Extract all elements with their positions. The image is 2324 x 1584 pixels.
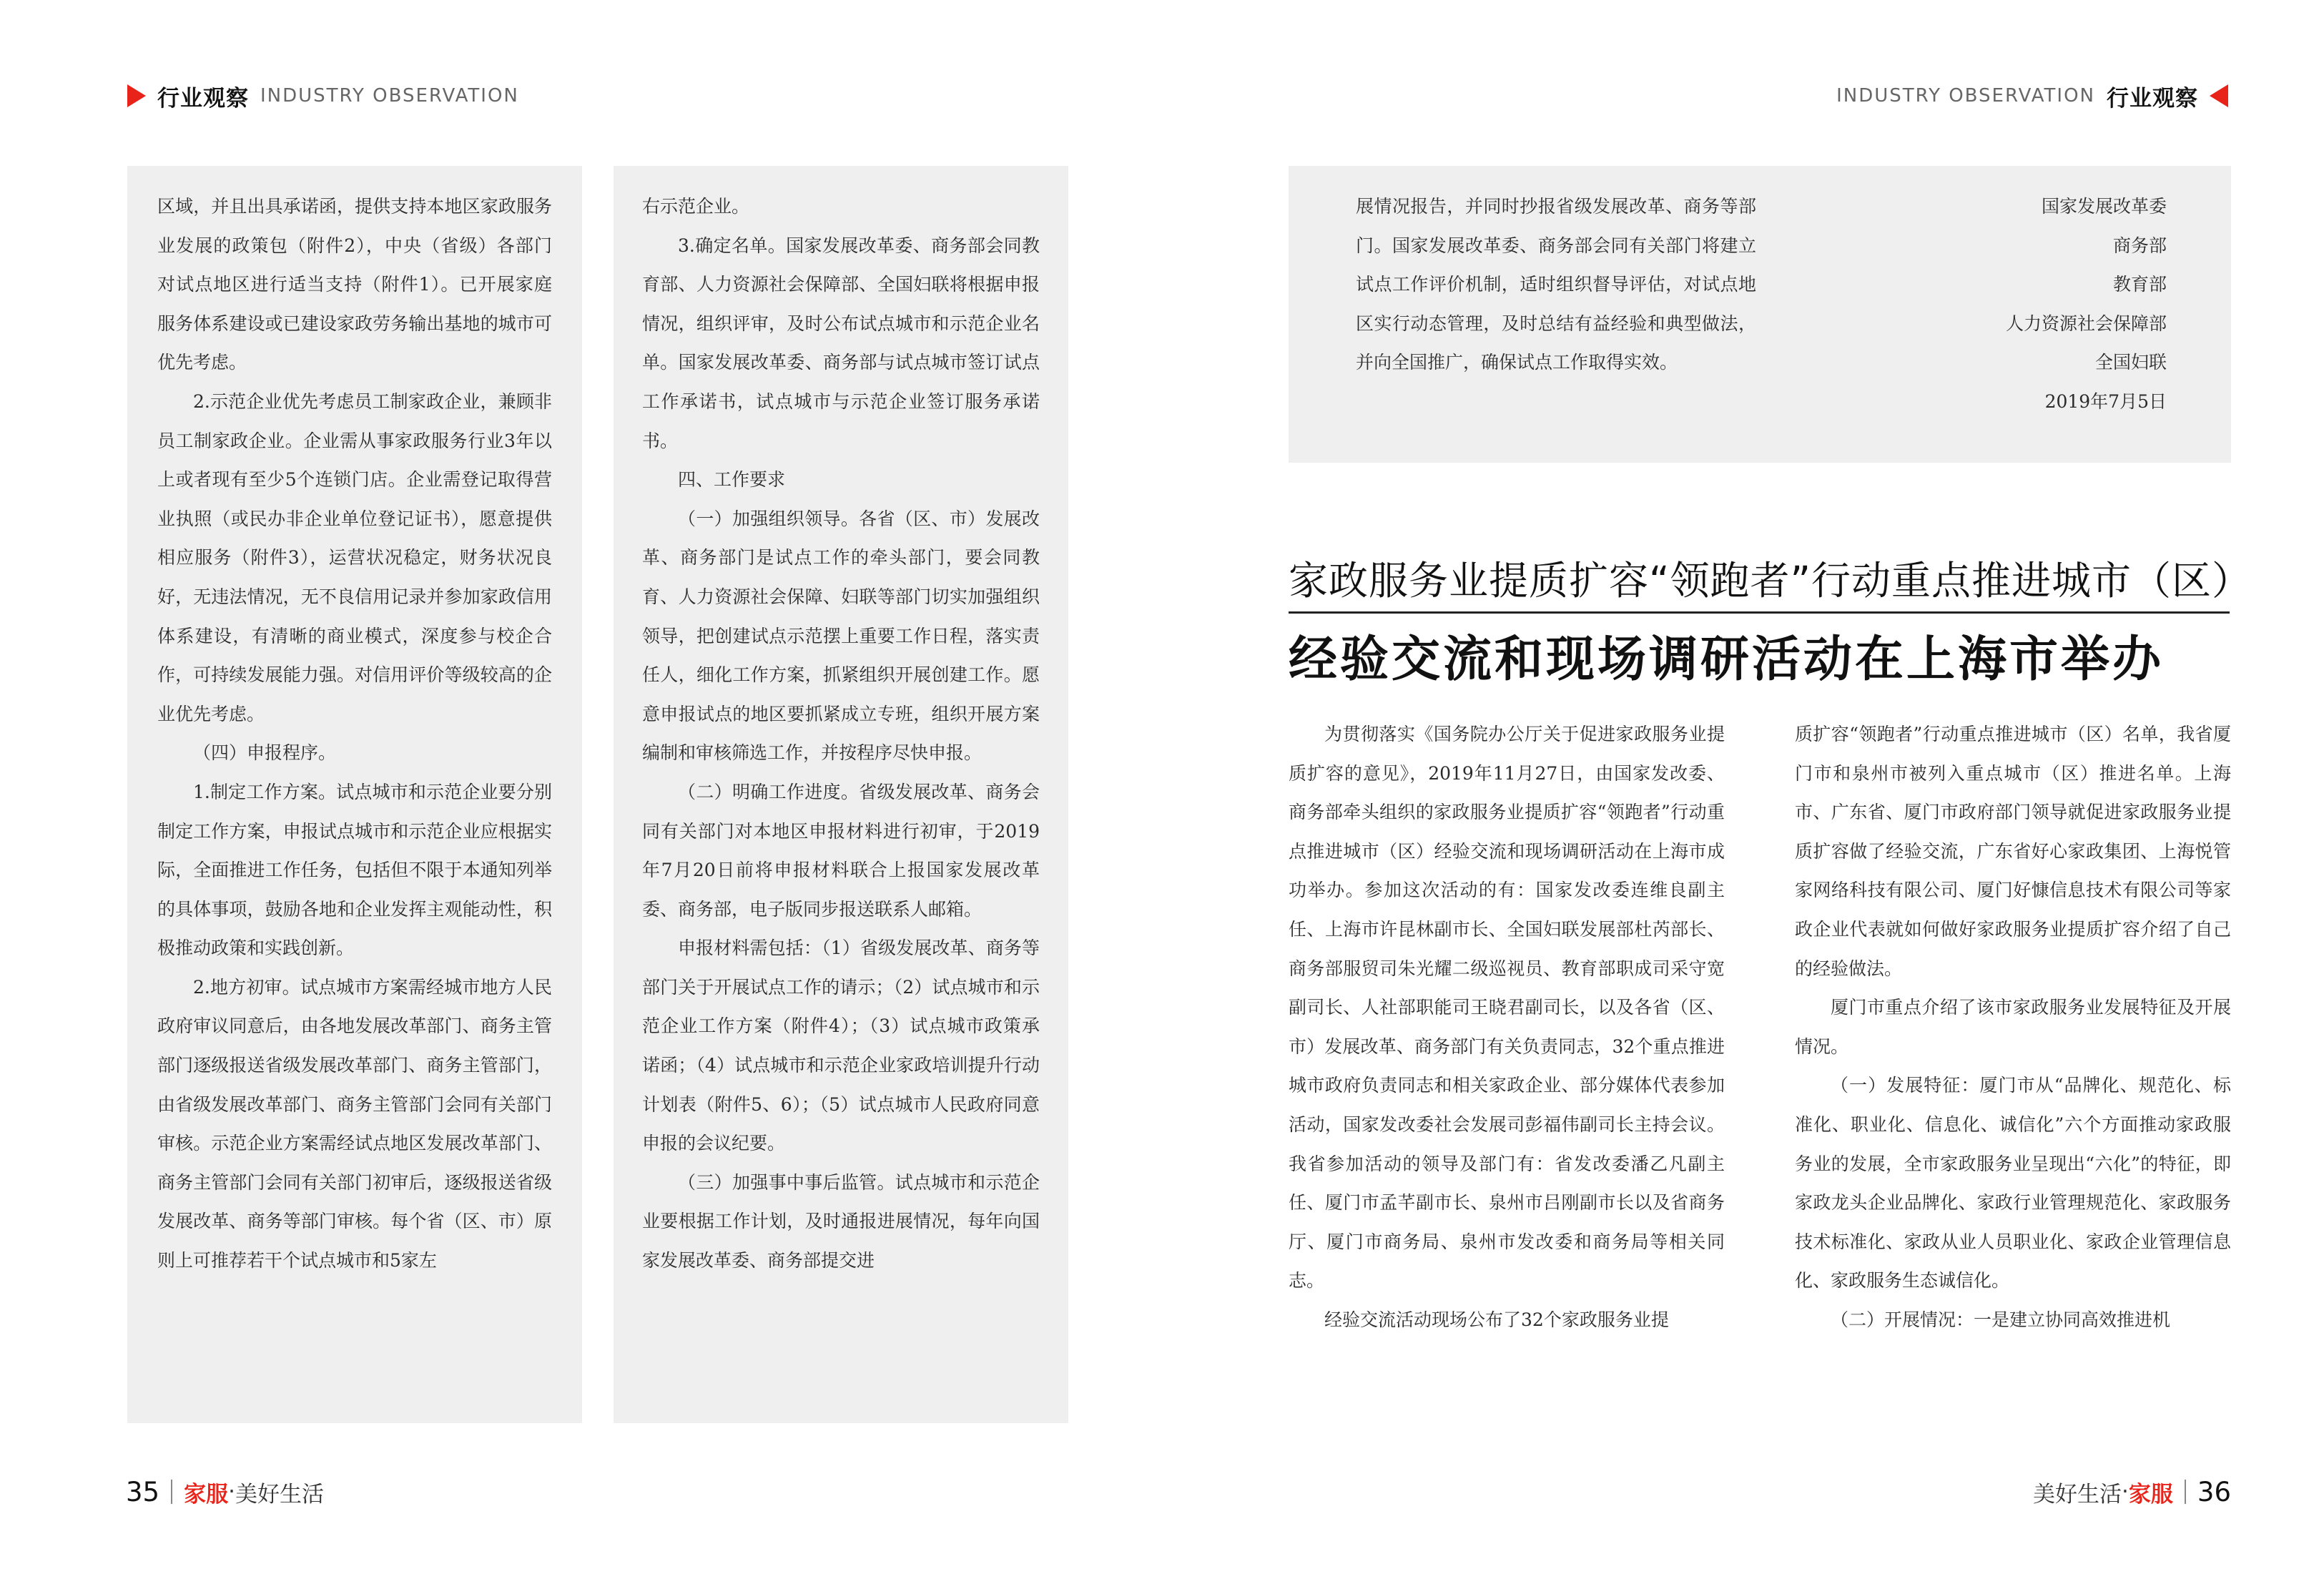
magazine-subtitle: 美好生活 bbox=[235, 1481, 324, 1507]
signature-line: 国家发展改革委 bbox=[2041, 196, 2167, 217]
signature-line: 人力资源社会保障部 bbox=[2005, 313, 2167, 334]
footer-dot: · bbox=[2122, 1479, 2129, 1505]
paragraph: （三）加强事中事后监管。试点城市和示范企业要根据工作计划，及时通报进展情况，每年向国家发展改革委、商务部提交进 bbox=[642, 1171, 1040, 1271]
paragraph: 1.制定工作方案。试点城市和示范企业要分别制定工作方案，申报试点城市和示范企业应根据实际，全面推进工作任务，包括但不限于本通知列举的具体事项，鼓励各地和企业发挥主观能动性，积极推动政策和实践创新。 bbox=[157, 781, 552, 959]
paragraph: （二）开展情况：一是建立协同高效推进机 bbox=[1831, 1309, 2171, 1330]
footer-dot: · bbox=[228, 1479, 235, 1505]
footer-left bbox=[126, 1475, 324, 1509]
paragraph: 厦门市重点介绍了该市家政服务业发展特征及开展情况。 bbox=[1795, 997, 2231, 1057]
section-title-en: INDUSTRY OBSERVATION bbox=[1836, 85, 2095, 107]
paragraph: 为贯彻落实《国务院办公厅关于促进家政服务业提质扩容的意见》，2019年11月27日，由国家发改委、商务部牵头组织的家政服务业提质扩容“领跑者”行动重点推进城市（区）经验交流和现场调研活动在上海市成功举办。参加这次活动的有：国家发改委连维良副主任、上海市许昆林副市长、全国妇联发展部杜芮部长、商务部服贸司朱光耀二级巡视员、教育部职成司采守宽副司长、人社部职能司王晓君副司长，以及各省（区、市）发展改革、商务部门有关负责同志，32个重点推进城市政府负责同志和相关家政企业、部分媒体代表参加活动，国家发改委社会发展司彭福伟副司长主持会议。我省参加活动的领导及部门有：省发改委潘乙凡副主任、厦门市孟芊副市长、泉州市吕刚副市长以及省商务厅、厦门市商务局、泉州市发改委和商务局等相关同志。 bbox=[1289, 724, 1725, 1292]
text-column-5 bbox=[1795, 715, 2231, 1340]
page-number: 35 bbox=[126, 1476, 160, 1507]
signature-line: 商务部 bbox=[2112, 235, 2167, 256]
triangle-right-icon bbox=[127, 84, 146, 107]
footer-right bbox=[2033, 1475, 2231, 1509]
paragraph: 2.示范企业优先考虑员工制家政企业，兼顾非员工制家政企业。企业需从事家政服务行业3年以上或者现有至少5个连锁门店。企业需登记取得营业执照（或民办非企业单位登记证书），愿意提供相应服务（附件3），运营状况稳定，财务状况良好，无违法情况，无不良信用记录并参加家政信用体系建设，有清晰的商业模式，深度参与校企合作，可持续发展能力强。对信用评价等级较高的企业优先考虑。 bbox=[157, 390, 552, 724]
paragraph: 质扩容“领跑者”行动重点推进城市（区）名单，我省厦门市和泉州市被列入重点城市（区）推进名单。上海市、广东省、厦门市政府部门领导就促进家政服务业提质扩容做了经验交流，广东省好心家政集团、上海悦管家网络科技有限公司、厦门好慷信息技术有限公司等家政企业代表就如何做好家政服务业提质扩容介绍了自己的经验做法。 bbox=[1795, 724, 2231, 979]
paragraph: 四、工作要求 bbox=[678, 469, 786, 491]
paragraph: （一）加强组织领导。各省（区、市）发展改革、商务部门是试点工作的牵头部门，要会同教育、人力资源社会保障、妇联等部门切实加强组织领导，把创建试点示范摆上重要工作日程，落实责任人，细化工作方案，抓紧组织开展创建工作。愿意申报试点的地区要抓紧成立专班，组织开展方案编制和审核筛选工作，并按程序尽快申报。 bbox=[642, 508, 1040, 764]
text-column-3 bbox=[1356, 187, 1756, 383]
paragraph: 3.确定名单。国家发展改革委、商务部会同教育部、人力资源社会保障部、全国妇联将根据申报情况，组织评审，及时公布试点城市和示范企业名单。国家发展改革委、商务部与试点城市签订试点工作承诺书，试点城市与示范企业签订服务承诺书。 bbox=[642, 235, 1040, 451]
magazine-brand: 家服 bbox=[184, 1481, 229, 1507]
header-right bbox=[1836, 82, 2228, 110]
section-title-cn: 行业观察 bbox=[157, 85, 249, 112]
signature-line: 2019年7月5日 bbox=[2044, 390, 2167, 412]
article-title-line1: 家政服务业提质扩容“领跑者”行动重点推进城市（区） bbox=[1289, 558, 2252, 604]
magazine-brand: 家服 bbox=[2128, 1481, 2173, 1507]
text-column-2 bbox=[642, 187, 1040, 1281]
paragraph: （一）发展特征：厦门市从“品牌化、规范化、标准化、职业化、信息化、诚信化”六个方面推动家政服务业的发展，全市家政服务业呈现出“六化”的特征，即家政龙头企业品牌化、家政行业管理规范化、家政服务技术标准化、家政从业人员职业化、家政企业管理信息化、家政服务生态诚信化。 bbox=[1795, 1075, 2231, 1292]
signature-line: 教育部 bbox=[2112, 274, 2167, 295]
section-title-cn: 行业观察 bbox=[2107, 85, 2198, 112]
signature-block bbox=[1902, 187, 2167, 422]
paragraph: （四）申报程序。 bbox=[193, 742, 337, 764]
section-title-en: INDUSTRY OBSERVATION bbox=[260, 85, 519, 107]
paragraph: 展情况报告，并同时抄报省级发展改革、商务等部门。国家发展改革委、商务部会同有关部门将建立试点工作评价机制，适时组织督导评估，对试点地区实行动态管理，及时总结有益经验和典型做法，并向全国推广，确保试点工作取得实效。 bbox=[1356, 196, 1756, 373]
signature-line: 全国妇联 bbox=[2094, 352, 2167, 373]
text-column-1 bbox=[157, 187, 552, 1281]
paragraph: 申报材料需包括：（1）省级发展改革、商务等部门关于开展试点工作的请示；（2）试点城市和示范企业工作方案（附件4）；（3）试点城市政策承诺函；（4）试点城市和示范企业家政培训提升行动计划表（附件5、6）；（5）试点城市人民政府同意申报的会议纪要。 bbox=[642, 938, 1040, 1154]
paragraph: 区域，并且出具承诺函，提供支持本地区家政服务业发展的政策包（附件2），中央（省级）各部门对试点地区进行适当支持（附件1）。已开展家庭服务体系建设或已建设家政劳务输出基地的城市可优先考虑。 bbox=[157, 196, 552, 373]
footer-divider bbox=[171, 1480, 172, 1504]
article-title-line2: 经验交流和现场调研活动在上海市举办 bbox=[1289, 631, 2165, 688]
header-left bbox=[127, 82, 519, 110]
text-column-4 bbox=[1289, 715, 1725, 1340]
paragraph: 右示范企业。 bbox=[642, 196, 750, 217]
page-number: 36 bbox=[2197, 1476, 2231, 1507]
paragraph: （二）明确工作进度。省级发展改革、商务会同有关部门对本地区申报材料进行初审，于2019年7月20日前将申报材料联合上报国家发展改革委、商务部，电子版同步报送联系人邮箱。 bbox=[642, 781, 1040, 920]
paragraph: 2.地方初审。试点城市方案需经城市地方人民政府审议同意后，由各地发展改革部门、商务主管部门逐级报送省级发展改革部门、商务主管部门，由省级发展改革部门、商务主管部门会同有关部门审核。示范企业方案需经试点地区发展改革部门、商务主管部门会同有关部门初审后，逐级报送省级发展改革、商务等部门审核。每个省（区、市）原则上可推荐若干个试点城市和5家左 bbox=[157, 976, 552, 1271]
footer-divider bbox=[2185, 1480, 2186, 1504]
paragraph: 经验交流活动现场公布了32个家政服务业提 bbox=[1324, 1309, 1669, 1330]
triangle-left-icon bbox=[2210, 84, 2228, 107]
magazine-subtitle: 美好生活 bbox=[2033, 1481, 2122, 1507]
title-divider bbox=[1289, 611, 2230, 614]
